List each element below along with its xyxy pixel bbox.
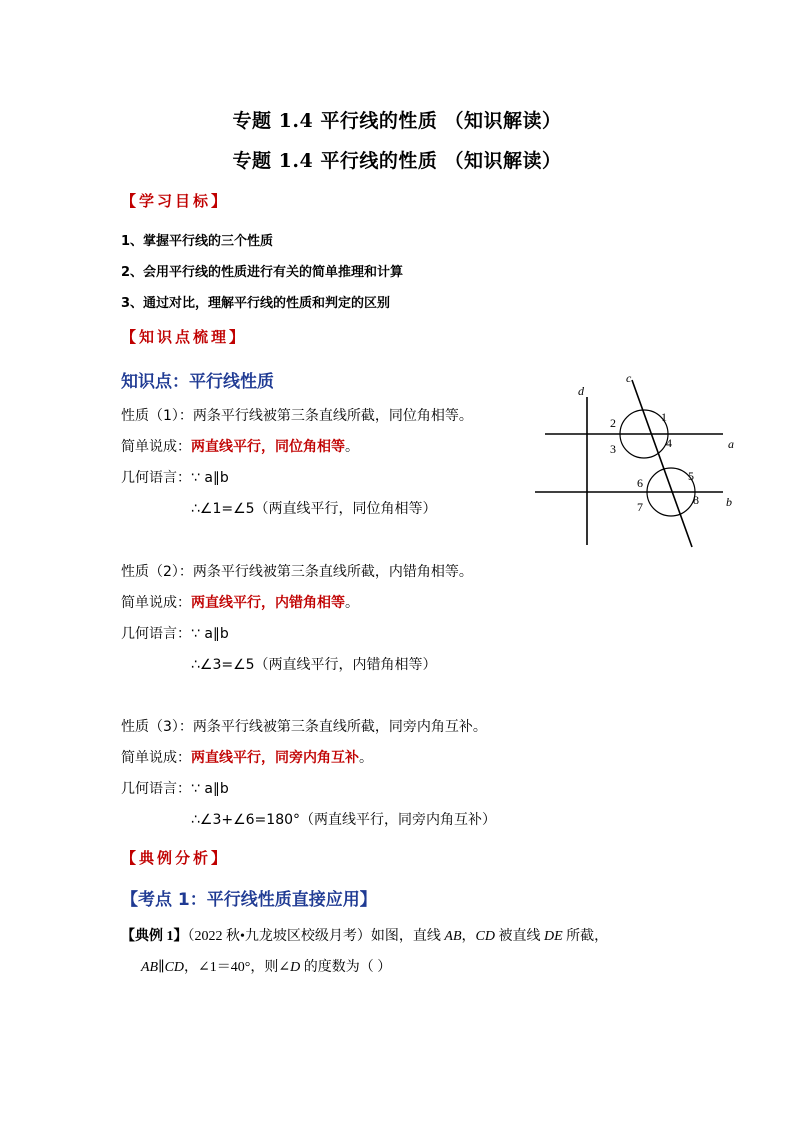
objective-item: 2、会用平行线的性质进行有关的简单推理和计算 [121, 265, 404, 280]
example-mid: 被直线 [494, 929, 544, 944]
simple-statement: 两直线平行，内错角相等 [191, 595, 345, 611]
parallel-lines-figure [530, 365, 750, 550]
section-heading-knowledge: 【知识点梳理】 [121, 328, 248, 346]
objective-item: 3、通过对比，理解平行线的性质和判定的区别 [121, 296, 391, 311]
geo-label: 几何语言： [121, 470, 191, 486]
example-tag: 【典例 1】 [121, 929, 188, 944]
property-simple-line [121, 436, 359, 456]
point-d: D [290, 960, 301, 975]
property-geo-line [121, 467, 229, 487]
objective-item: 1、掌握平行线的三个性质 [121, 234, 274, 249]
line-c [632, 380, 692, 547]
geo-label: 几何语言： [121, 626, 191, 642]
segment-de: DE [543, 929, 563, 944]
page-title: 专题 1.4 平行线的性质 （知识解读） [232, 110, 562, 132]
example-end: 所截， [562, 929, 609, 944]
section-heading-examples: 【典例分析】 [121, 849, 230, 867]
therefore-statement: ∴∠3=∠5（两直线平行，内错角相等） [191, 657, 437, 673]
angle-label-3: 3 [610, 442, 616, 456]
simple-statement: 两直线平行，同位角相等 [191, 439, 345, 455]
property-geo-line [121, 623, 229, 643]
angle-label-8: 8 [693, 493, 699, 507]
angle-label-1: 1 [661, 410, 667, 424]
angle-label-2: 2 [610, 416, 616, 430]
angle-label-5: 5 [688, 469, 694, 483]
property-statement: 性质（2）：两条平行线被第三条直线所截，内错角相等。 [121, 564, 473, 580]
property-statement: 性质（3）：两条平行线被第三条直线所截，同旁内角互补。 [121, 719, 487, 735]
property-simple-line [121, 747, 373, 767]
segment-ab: AB [444, 929, 462, 944]
property-simple-line [121, 592, 359, 612]
simple-label: 简单说成： [121, 439, 191, 455]
simple-statement: 两直线平行，同旁内角互补 [191, 750, 359, 766]
line-label-b: b [726, 495, 732, 509]
property-statement: 性质（1）：两条平行线被第三条直线所截，同位角相等。 [121, 408, 473, 424]
segment-cd: CD [475, 929, 495, 944]
period: 。 [345, 595, 359, 611]
question-blank: 的度数为（ ） [300, 960, 392, 975]
angle-label-6: 6 [637, 476, 643, 490]
angle-label-7: 7 [637, 500, 643, 514]
therefore-statement: ∴∠1=∠5（两直线平行，同位角相等） [191, 501, 437, 517]
example-1-line-2 [141, 956, 391, 976]
knowledge-point-title: 知识点：平行线性质 [121, 372, 274, 392]
because-statement: ∵ a∥b [191, 626, 229, 642]
property-geo-line [121, 778, 229, 798]
line-label-c: c [626, 371, 632, 385]
simple-label: 简单说成： [121, 750, 191, 766]
geo-label: 几何语言： [121, 781, 191, 797]
angle-given: ，∠1＝40°，则∠ [184, 960, 291, 975]
period: 。 [359, 750, 373, 766]
period: 。 [345, 439, 359, 455]
page-title-repeat: 专题 1.4 平行线的性质 （知识解读） [232, 150, 562, 172]
kaodian-title: 【考点 1：平行线性质直接应用】 [121, 890, 377, 910]
line-label-a: a [728, 437, 734, 451]
example-source: （2022 秋•九龙坡区校级月考）如图，直线 [187, 929, 441, 944]
because-statement: ∵ a∥b [191, 470, 229, 486]
angle-label-4: 4 [666, 436, 672, 450]
therefore-statement: ∴∠3+∠6=180°（两直线平行，同旁内角互补） [191, 812, 497, 828]
because-statement: ∵ a∥b [191, 781, 229, 797]
section-heading-objectives: 【学习目标】 [121, 192, 230, 210]
line-label-d: d [578, 384, 584, 398]
simple-label: 简单说成： [121, 595, 191, 611]
example-1-line-1 [121, 925, 608, 945]
separator: ， [461, 929, 476, 944]
parallel-statement: AB∥CD [141, 960, 185, 975]
